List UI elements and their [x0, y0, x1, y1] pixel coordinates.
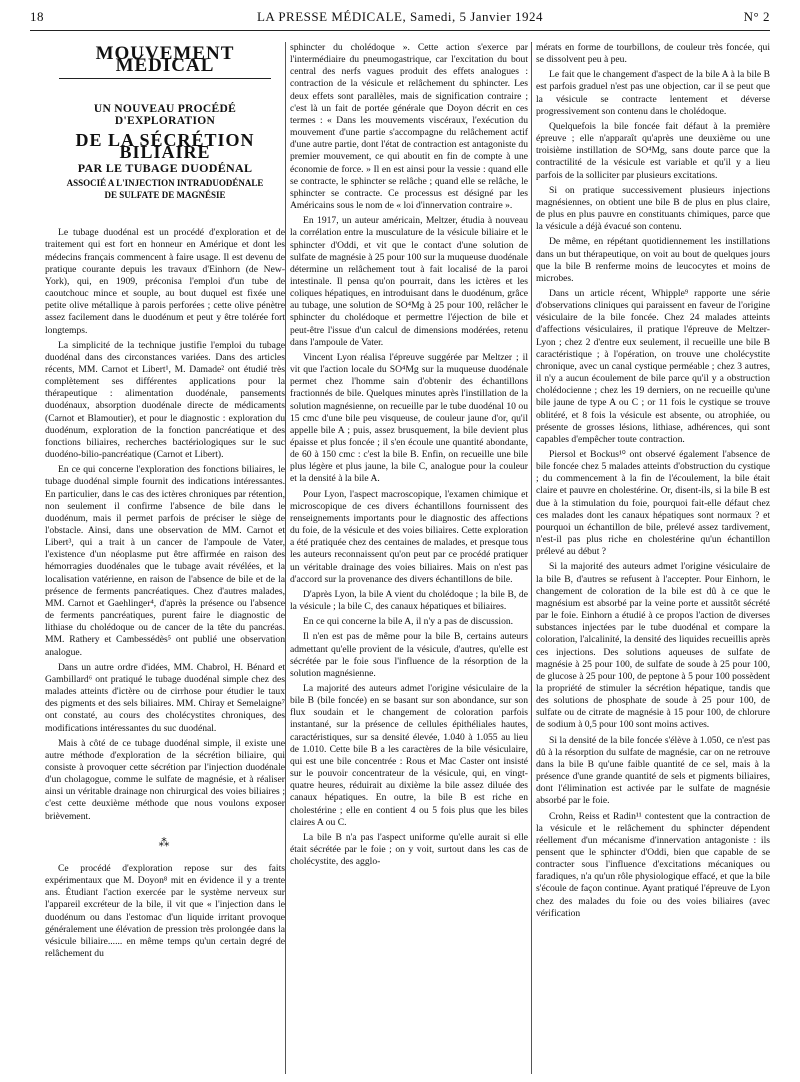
paragraph: Il n'en est pas de même pour la bile B, certains auteurs admettant qu'elle provient de la vésicule, d'autres, qu'elle est sécrétée par le foie sous l'influence de la résorption de la solution magnésienne. — [290, 631, 528, 679]
paragraph: Le fait que le changement d'aspect de la bile A à la bile B est parfois graduel n'est pas une objection, car il se peut que la vésicule se contracte lentement et déverse progressivement son contenu dans le cholédoque. — [536, 69, 770, 117]
paragraph: mérats en forme de tourbillons, de couleur très foncée, qui se dissolvent peu à peu. — [536, 42, 770, 66]
article-title-line-3: PAR LE TUBAGE DUODÉNAL — [77, 160, 253, 175]
paragraph: En 1917, un auteur américain, Meltzer, étudia à nouveau la corrélation entre la musculature de la vésicule biliaire et le sphincter d'Oddi, et vit que le contact d'une solution de sulfate de magnésie à 25 pour 100 sur la muqueuse duodénale détermine un relâchement tout à fait localisé de la paroi intestinale. Il pensa qu'on pourrait, dans les ictères et les coliques hépatiques, en introduisant dans le duodénum, grâce au tubage, une solution de SO⁴Mg à 25 pour 100, relâcher le sphincter du cholédoque et permettre l'éjection de bile et peut-être l'issue d'un calcul de dimensions modérées, retenu dans l'ampoule de Vater. — [290, 215, 528, 348]
column-2 — [290, 42, 528, 1072]
page-number: 18 — [30, 9, 44, 24]
paragraph: Le tubage duodénal est un procédé d'exploration et de traitement qui est fort en honneur en Amérique et dont les médecins français commencent à faire usage. Il est devenu de pratique courante depuis les travaux d'Einhorn (de New-York), qui, en 1909, préconisa l'emploi d'un tube de caoutchouc mince et souple, au bout duquel est fixée une petite olive métallique à parois perforées ; cette olive pénètre assez facilement dans le duodénum et peut y être tolérée fort longtemps. — [45, 227, 285, 336]
paragraph: Si la densité de la bile foncée s'élève à 1.050, ce n'est pas dû à la résorption du sulfate de magnésie, car on ne retrouve dans la bile B qu'une faible quantité de ce sel, mais à la présence d'une grande quantité de sels et pigments biliaires, dont l'élimination est activée par le sulfate de magnésie absorbé par le foie. — [536, 734, 770, 807]
paragraph: Dans un autre ordre d'idées, MM. Chabrol, H. Bénard et Gambillard⁶ ont pratiqué le tubage duodénal simple chez des malades atteints d'ictère ou de cirrhose pour étudier le taux des pigments et des sels biliaires. MM. Chiray et Semelaigne⁷ ont constaté, au cours des cholécystites chroniques, des modifications intéressantes du suc duodénal. — [45, 661, 285, 734]
paragraph: Pour Lyon, l'aspect macroscopique, l'examen chimique et microscopique de ces divers échantillons fournissent des renseignements importants pour le diagnostic des affections du foie, de la vésicule et des voies biliaires. Cette exploration a été pratiquée chez des centaines de malades, et presque tous les auteurs reconnaissent qu'on peut par ce procédé pratiquer un véritable drainage des voies biliaires. Mais on n'est pas d'accord sur la provenance des divers échantillons de bile. — [290, 488, 528, 585]
paragraph: En ce qui concerne l'exploration des fonctions biliaires, le tubage duodénal simple fournit des indications intéressantes. En particulier, dans le cas des ictères chroniques par rétention, non seulement il confirme l'absence de bile dans le duodénum, mais il permet parfois de préciser le siège de l'obstacle. Ainsi, dans une observation de MM. Carnot et Libert³, qui a trait à un cancer de l'ampoule de Vater, l'existence d'un néoplasme put être affirmée en raison des hémorragies duodénales que le tubage avait révélées, et la localisation vatérienne, en raison de l'absence de bile et de la présence de ferments pancréatiques. Chez d'autres malades, MM. Carnot et Gaehlinger⁴, d'après la présence ou l'absence de ferments pancréatiques, purent faire le diagnostic de lithiase du cholédoque ou de cancer de la tête du pancréas. MM. Rathery et Cambessédès⁵ ont publié une observation analogue. — [45, 464, 285, 658]
paragraph: De même, en répétant quotidiennement les instillations dans un but thérapeutique, on voit au bout de quelques jours que la bile B renferme moins de leucocytes et moins de microbes. — [536, 236, 770, 284]
section-rubric: MOUVEMENT MÉDICAL — [59, 46, 271, 79]
running-header — [30, 9, 770, 27]
column-divider — [285, 42, 286, 1074]
paragraph: La bile B n'a pas l'aspect uniforme qu'elle aurait si elle était sécrétée par le foie ; on y voit, surtout dans les cas de cholécystite, des agglo- — [290, 831, 528, 868]
column-divider — [531, 42, 532, 1074]
issue-number: N° 2 — [743, 9, 770, 24]
paragraph: Crohn, Reiss et Radin¹¹ contestent que la contraction de la vésicule et le relâchement du sphincter dépendent réellement d'un mécanisme d'innervation antagoniste : ils pensent que le sphincter d'Oddi, bien que capable de se contracter sous l'influence d'excitations mécaniques ou faradiques, n'a qu'un rôle physiologique effacé, et que la bile s'écoule de façon continue. Ayant pratiqué l'épreuve de Lyon chez des malades du foie ou des voies biliaires (avec vérification — [536, 810, 770, 919]
paragraph: En ce qui concerne la bile A, il n'y a pas de discussion. — [303, 616, 514, 628]
paragraph: sphincter du cholédoque ». Cette action s'exerce par l'intermédiaire du pneumogastrique, car l'excitation du bout central des nerfs vagues produit des effets analogues : contraction de la vésicule et relâchement du sphincter. Les deux effets sont parallèles, mais de signification contraire ; c'est là un fait de portée générale que Doyon décrit en ces termes : « Dans les mouvements viscéraux, l'exécution du mouvement d'une partie s'accompagne du relâchement actif d'une autre partie, dont l'état de contraction est antagoniste du premier mouvement, ce qui aboutit en fin de compte à une économie de force. » Il en est ainsi pour la vessie : quand elle se contracte, le sphincter se relâche ; quand elle se relâche, le sphincter se contracte. Ce processus est désigné par les Américains sous le nom de « loi d'innervation contraire ». — [290, 42, 528, 212]
paragraph: Si on pratique successivement plusieurs injections magnésiennes, on obtient une bile B de plus en plus claire, de plus en plus pauvre en constituants chimiques, parce que la vésicule a déjà évacué son contenu. — [536, 184, 770, 233]
paragraph: Mais à côté de ce tubage duodénal simple, il existe une autre méthode d'exploration de la sécrétion biliaire, qui consiste à provoquer cette sécrétion par l'injection duodénale d'un cholagogue, comme le sulfate de magnésie, et à réaliser ainsi un véritable drainage non chirurgical des voies biliaires ; c'est cette deuxième méthode que nous voulons exposer brièvement. — [45, 737, 285, 822]
article-title-line-2: DE LA SÉCRÉTION BILIAIRE — [75, 129, 255, 162]
article-title-line-1: UN NOUVEAU PROCÉDÉ D'EXPLORATION — [93, 103, 237, 128]
column-3 — [536, 42, 770, 1072]
paragraph: Dans un article récent, Whipple⁹ rapporte une série d'observations cliniques qui paraissent en faveur de l'origine vésiculaire de la bile foncée. Chez 24 malades atteints d'affections vésiculaires, il pratique l'épreuve de Meltzer-Lyon ; chez 2 d'entre eux seulement, il recueille une bile B caractéristique ; à l'opération, on trouve une cholécystite chronique, avec un canal cystique perméable ; chez 3 autres, il n'y a aucun écoulement de bile parce qu'il y a obstruction cholédocienne ; chez les 19 derniers, on ne recueille qu'une bile jaune de type A ou C ; or 11 fois le cystique se trouve oblitéré, et 8 fois la vésicule est absente, ou atrophiée, ou présente de grosses lésions, lithiase, adhérences, qui sont capables d'empêcher toute contraction. — [536, 287, 770, 445]
article-title-line-4: ASSOCIÉ A L'INJECTION INTRADUODÉNALE — [66, 178, 264, 189]
paragraph: Piersol et Bockus¹⁰ ont observé également l'absence de bile foncée chez 5 malades atteints d'obstruction du cystique ; du commencement à la fin de l'écoulement, la bile était claire et pauvre en cholestérine. Or, disent-ils, si la bile B est due à la stimulation du foie, pourquoi fait-elle défaut chez ces malades dont les canaux hépatiques sont normaux ? et pourquoi un échantillon de bile, prélevé assez tardivement, n'est-il pas plus riche en cholestérine qu'un échantillon prélevé au début ? — [536, 449, 770, 558]
section-separator: ⁂ — [158, 836, 172, 849]
paragraph: Si la majorité des auteurs admet l'origine vésiculaire de la bile B, d'autres se refusent à l'accepter. Pour Einhorn, le changement de coloration de la bile est dû à ce que le magnésium est absorbé par la veine porte et aussitôt sécrété par le foie. Einhorn a étudié à ce propos l'action de diverses substances injectées par le tube duodénal et compare la coloration, l'alcalinité, la densité des liquides recueillis après ces injections. Des solutions aqueuses de sulfate de magnésie à 25 pour 100, de sulfate de soude à 25 pour 100, de glucose à 25 pour 100, de peptone à 5 pour 100 possèdent la propriété de stimuler la sécrétion hépatique, tandis que des solutions de phosphate de soude à 25 pour 100, de sulfate ou de citrate de magnésie à 15 pour 100, de chlorure de sodium à 0,5 pour 100 sont moins actives. — [536, 561, 770, 731]
paragraph: La simplicité de la technique justifie l'emploi du tubage duodénal dans des circonstances variées. Dans des articles récents, MM. Carnot et Libert¹, M. Damade² ont étudié très complètement ses différentes applications pour la thérapeutique : alimentation duodénale, pansements duodénaux, absorption duodénale directe de médicaments (Carnot et Blamoutier), et pour le diagnostic : exploration du duodénum, exploration de la fonction pancréatique et des fonctions biliaires, recherches bactériologiques sur le suc duodéno-bilio-pancréatique (Carnot et Libert). — [45, 339, 285, 461]
header-rule — [30, 30, 770, 31]
paragraph: D'après Lyon, la bile A vient du cholédoque ; la bile B, de la vésicule ; la bile C, des canaux hépatiques et biliaires. — [290, 588, 528, 613]
journal-date-title: LA PRESSE MÉDICALE, Samedi, 5 Janvier 1924 — [256, 9, 544, 24]
paragraph: La majorité des auteurs admet l'origine vésiculaire de la bile B (bile foncée) en se basant sur son abondance, sur son flux soudain et le changement de coloration parfois instantané, sur la présence de cellules épithéliales hautes, caractéristiques, sur sa densité élevée, 1.040 à 1.055 au lieu de 1.010. Cette bile B a les caractères de la bile vésiculaire, qui est une bile concentrée : Rous et Mac Caster ont insisté sur le pouvoir concentrateur de la vésicule, qui, en vingt-quatre heures, réduirait au dixième la bile assez diluée des canaux hépatiques. En outre, la bile B est riche en cholestérine ; elle en contient 4 ou 5 fois plus que les biles claires A ou C. — [290, 682, 528, 828]
article-title-line-5: DE SULFATE DE MAGNÉSIE — [104, 190, 226, 201]
paragraph: Vincent Lyon réalisa l'épreuve suggérée par Meltzer ; il vit que l'action locale du SO⁴Mg sur la muqueuse duodénale permet chez l'homme sain d'obtenir des échantillons fractionnés de bile. Quelques minutes après l'instillation de la solution magnésienne, on recueille par le tube duodénal 10 ou 15 cmc d'une bile peu visqueuse, de couleur jaune d'or, qu'il appelle bile A ; puis, assez brusquement, la bile devient plus épaisse et plus foncée ; il s'en écoule une quantité abondante, de 60 à 150 cmc : c'est la bile B. Enfin, on recueille une bile plus légère et plus jaune, la bile C, analogue pour la couleur et la densité à la bile A. — [290, 351, 528, 485]
paragraph: Ce procédé d'exploration repose sur des faits expérimentaux que M. Doyon⁸ mit en évidence il y a trente ans. Étudiant l'action exercée par le système nerveux sur l'appareil excréteur de la bile, il vit que « l'injection dans le duodénum ou dans l'estomac d'un liquide irritant provoque généralement une élévation de pression très prolongée dans la vésicule biliaire...... en même temps qu'un certain degré de relâchement du — [45, 862, 285, 959]
column-1 — [45, 42, 285, 1072]
paragraph: Quelquefois la bile foncée fait défaut à la première épreuve ; elle n'apparaît qu'après une deuxième ou une troisième instillation de SO⁴Mg, sans doute parce que la contractilité de la vésicule est variable et qu'il y a lieu parfois de la solliciter par plusieurs excitations. — [536, 120, 770, 181]
